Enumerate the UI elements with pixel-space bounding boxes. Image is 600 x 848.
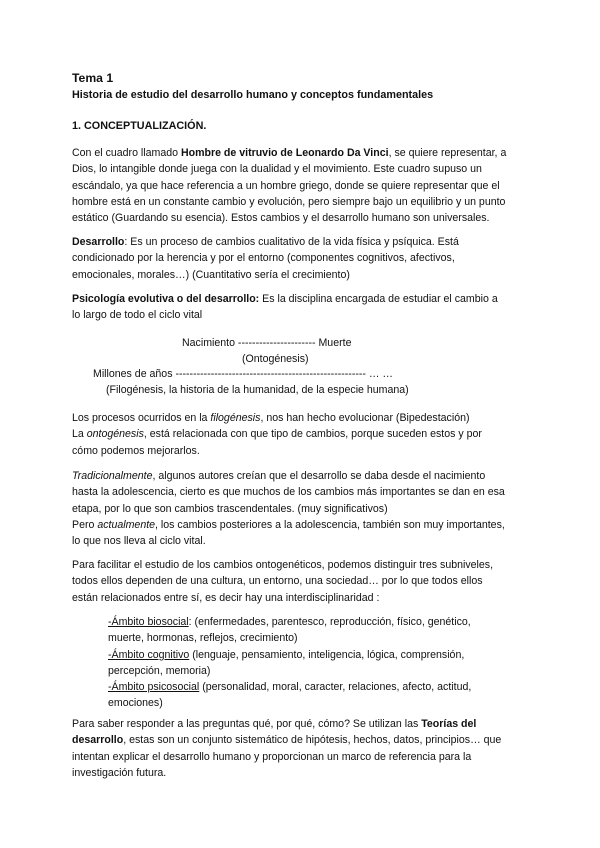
document-subtitle: Historia de estudio del desarrollo humano y conceptos fundamentales <box>72 89 434 101</box>
diagram-filogenesis: (Filogénesis, la historia de la humanidad, de la especie humana) <box>106 384 409 396</box>
tema-heading: Tema 1 <box>72 71 114 85</box>
paragraph-desarrollo: Desarrollo: Es un proceso de cambios cualitativo de la vida física y psíquica. Está condicionado por la herencia y por el entorno (componentes cognitivos, afectivos, emocionales, morales…) (Cuantitativo sería el crecimiento) <box>72 236 459 281</box>
term-desarrollo: Desarrollo <box>72 236 125 248</box>
paragraph-filogenesis-ontogenesis: Los procesos ocurridos en la filogénesis, nos han hecho evolucionar (Bipedestación) La ontogénesis, está relacionada con que tipo de cambios, porque suceden estos y por cómo podemos mejorarlos. <box>72 412 482 457</box>
list-item: -Ámbito cognitivo (lenguaje, pensamiento, inteligencia, lógica, comprensión, <box>108 648 465 661</box>
list-item: -Ámbito psicosocial (personalidad, moral, caracter, relaciones, afecto, actitud, <box>108 681 472 694</box>
section-heading: 1. CONCEPTUALIZACIÓN. <box>72 120 207 132</box>
diagram-nacimiento-muerte: Nacimiento ---------------------- Muerte <box>182 337 352 349</box>
list-item: -Ámbito biosocial: (enfermedades, parentesco, reproducción, físico, genético, <box>108 616 471 628</box>
paragraph-vitruvio: Con el cuadro llamado Hombre de vitruvio de Leonardo Da Vinci, se quiere representar, a Dios, lo intangible donde juega con la dualidad y el movimiento. Este cuadro supuso un escándalo, ya que hace referencia a un hombre griego, donde se quiere representar que el hombre está en un constante cambio y evolución, pero siempre bajo un equilibrio y un punto estático (Guardando su esencia). Estos cambios y el desarrollo humano son universales. <box>72 147 507 225</box>
paragraph-tradicionalmente: Tradicionalmente, algunos autores creían que el desarrollo se daba desde el nacimiento hasta la adolescencia, cierto es que muchos de los cambios más importantes se dan en esa etapa, por lo que son cambios trascendentales. (muy significativos) Pero actualmente, los cambios posteriores a la adolescencia, también son muy importantes, lo que nos lleva al ciclo vital. <box>72 470 505 548</box>
paragraph-teorias-del-desarrollo: Para saber responder a las preguntas qué, por qué, cómo? Se utilizan las Teorías del desarrollo, estas son un conjunto sistemático de hipótesis, hechos, datos, principios… que intentan explicar el desarrollo humano y proporcionan un marco de referencia para la investigación futura. <box>72 718 502 779</box>
paragraph-psicologia-evolutiva: Psicología evolutiva o del desarrollo: Es la disciplina encargada de estudiar el cambio a lo largo de todo el ciclo vital <box>72 293 498 322</box>
diagram-millones-de-anos: Millones de años ------------------------------------------------------ … … <box>93 368 394 380</box>
ambitos-list: -Ámbito biosocial: (enfermedades, parentesco, reproducción, físico, genético, muerte, hormonas, reflejos, crecimiento) -Ámbito cognitivo (lenguaje, pensamiento, inteligencia, lógica, comprensión, percepción, memoria) -Ámbito psicosocial (personalidad, moral, caracter, relaciones, afecto, actitud, emociones) <box>108 614 538 712</box>
paragraph-subniveles: Para facilitar el estudio de los cambios ontogenéticos, podemos distinguir tres subniveles, todos ellos dependen de una cultura, un entorno, una sociedad… por lo que todos ellos están relacionados entre sí, es decir hay una interdisciplinaridad : <box>72 559 494 604</box>
diagram-ontogenesis: (Ontogénesis) <box>242 353 309 365</box>
term-psicologia-evolutiva: Psicología evolutiva o del desarrollo: <box>72 293 260 305</box>
